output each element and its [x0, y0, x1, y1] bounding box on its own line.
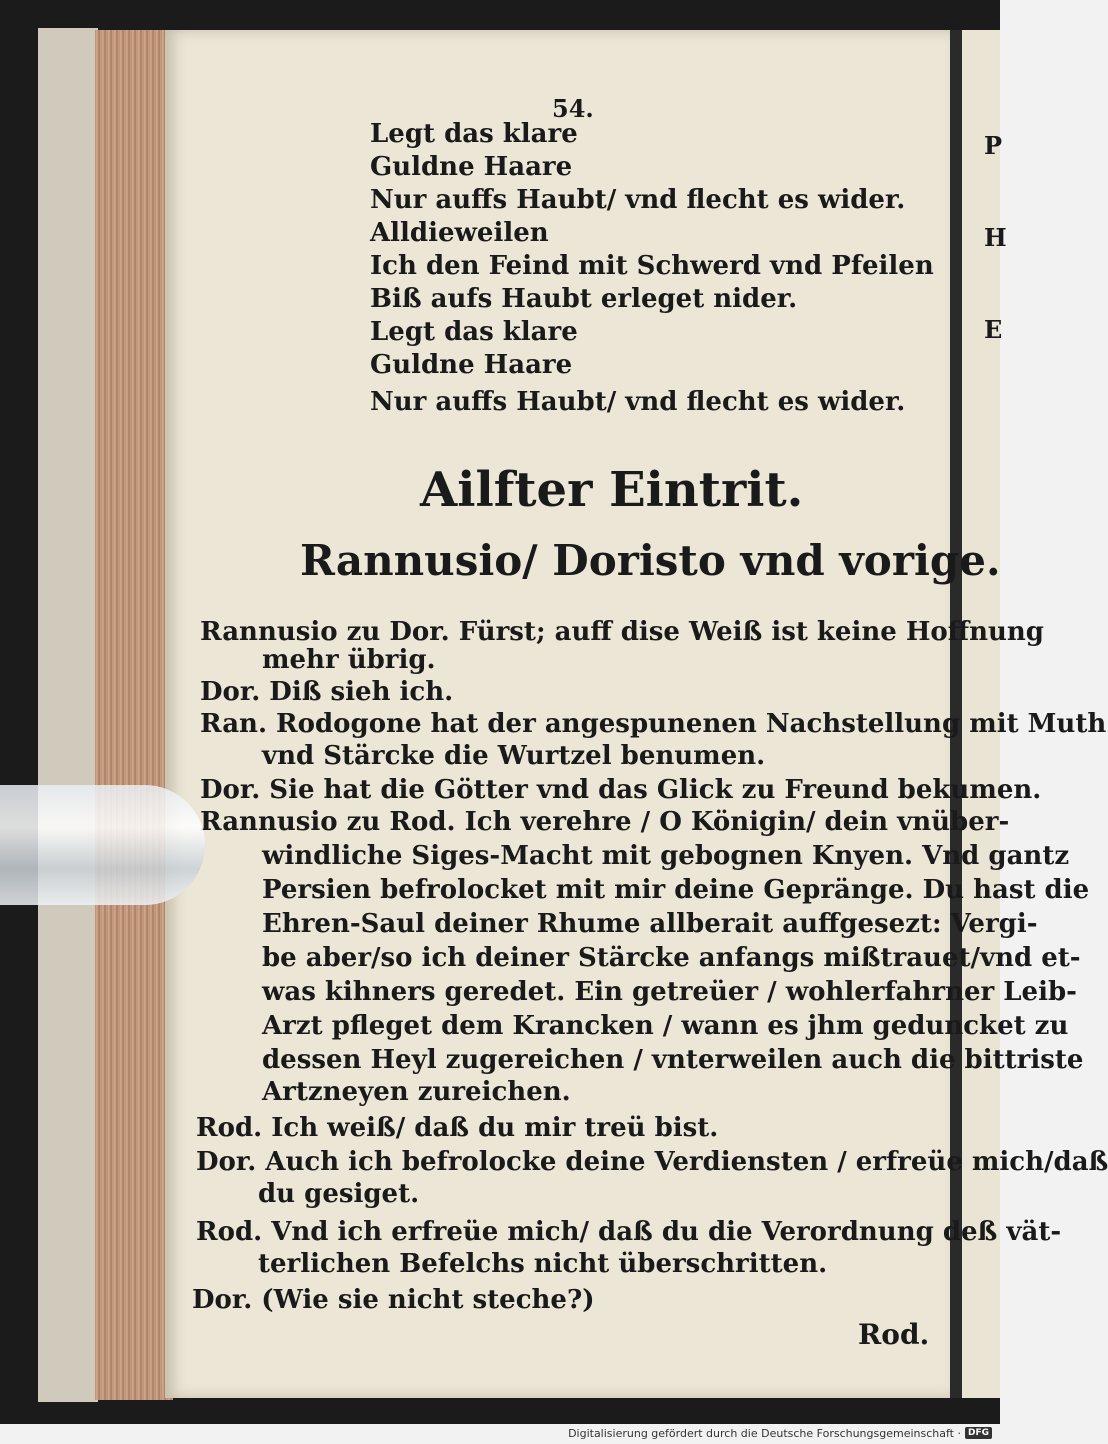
- verse-line: Legt das klare: [370, 119, 578, 149]
- dialogue-line: Ran. Rodogone hat der angespunenen Nachstellung mit Muth: [200, 709, 1107, 739]
- verse-line: Nur auffs Haubt/ vnd flecht es wider.: [370, 185, 906, 215]
- scene-heading: Ailfter Eintrit.: [420, 462, 804, 518]
- dialogue-line: du gesiget.: [258, 1179, 420, 1209]
- dialogue-line: Dor. (Wie sie nicht steche?): [192, 1285, 595, 1315]
- dialogue-line: be aber/so ich deiner Stärcke anfangs mißtrauet/vnd et-: [262, 943, 1081, 973]
- dialogue-line: Rannusio zu Dor. Fürst; auff dise Weiß ist keine Hoffnung: [200, 617, 1044, 647]
- dialogue-line: Dor. Sie hat die Götter vnd das Glick zu Freund bekumen.: [200, 775, 1042, 805]
- dialogue-line: windliche Siges-Macht mit gebognen Knyen. Vnd gantz: [262, 841, 1070, 871]
- page-stack-edge: [95, 30, 173, 1400]
- dialogue-line: Ehren-Saul deiner Rhume allberait auffgesezt: Vergi-: [262, 909, 1038, 939]
- page-number: 54.: [552, 94, 594, 123]
- verse-line: Ich den Feind mit Schwerd vnd Pfeilen: [370, 251, 934, 281]
- facing-page-fragment: P H E: [984, 131, 1007, 344]
- dialogue-line: Rannusio zu Rod. Ich verehre / O Königin/ dein vnüber-: [200, 807, 1010, 837]
- footer-text: Digitalisierung gefördert durch die Deutsche Forschungsgemeinschaft ·: [568, 1426, 961, 1440]
- dialogue-line: mehr übrig.: [262, 645, 436, 675]
- verse-line: Guldne Haare: [370, 350, 573, 380]
- book-clamp: [0, 785, 205, 905]
- dialogue-line: Dor. Auch ich befrolocke deine Verdiensten / erfreüe mich/daß: [196, 1147, 1108, 1177]
- dialogue-line: Rod. Ich weiß/ daß du mir treü bist.: [196, 1113, 719, 1143]
- dialogue-line: Rod. Vnd ich erfreüe mich/ daß du die Verordnung deß vät-: [196, 1217, 1062, 1247]
- dialogue-line: Arzt pfleget dem Krancken / wann es jhm geduncket zu: [262, 1011, 1069, 1041]
- verse-line: Biß aufs Haubt erleget nider.: [370, 284, 798, 314]
- dialogue-line: vnd Stärcke die Wurtzel benumen.: [262, 741, 766, 771]
- dialogue-line: dessen Heyl zugereichen / vnterweilen auch die bittriste: [262, 1045, 1084, 1075]
- scene-characters: Rannusio/ Doristo vnd vorige.: [300, 536, 1001, 585]
- verse-line: Legt das klare: [370, 317, 578, 347]
- dialogue-line: Artzneyen zureichen.: [262, 1077, 571, 1107]
- book-cover-edge: [38, 28, 98, 1402]
- dialogue-line: terlichen Befelchs nicht überschritten.: [258, 1249, 828, 1279]
- footer-credit: [568, 1424, 992, 1442]
- dialogue-line: Dor. Diß sieh ich.: [200, 677, 454, 707]
- verse-line: Nur auffs Haubt/ vnd flecht es wider.: [370, 387, 906, 417]
- dialogue-line: was kihners geredet. Ein getreüer / wohlerfahrner Leib-: [262, 977, 1077, 1007]
- verse-line: Alldieweilen: [370, 218, 549, 248]
- dialogue-line: Persien befrolocket mit mir deine Gepränge. Du hast die: [262, 875, 1090, 905]
- catchword: Rod.: [858, 1318, 930, 1351]
- dfg-logo: DFG: [965, 1427, 992, 1439]
- verse-line: Guldne Haare: [370, 152, 573, 182]
